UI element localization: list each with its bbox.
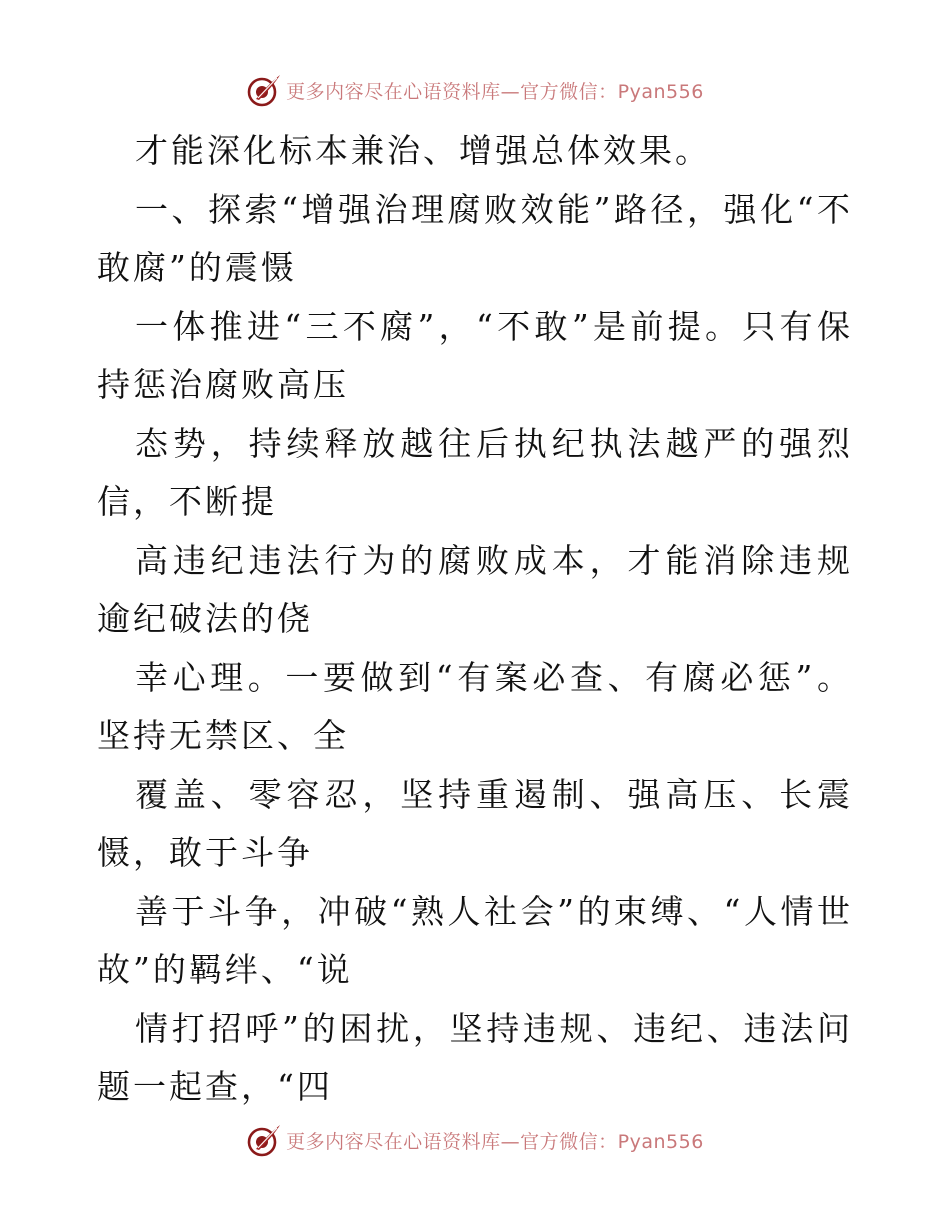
document-body: [97, 122, 853, 1117]
paragraph: 善于斗争，冲破“熟人社会”的束缚、“人情世故”的羁绊、“说: [97, 891, 853, 989]
paragraph: 一体推进“三不腐”，“不敢”是前提。只有保持惩治腐败高压: [97, 306, 853, 404]
paragraph: 情打招呼”的困扰，坚持违规、违纪、违法问题一起查，“四: [97, 1008, 853, 1106]
feather-logo-icon: [246, 72, 282, 108]
watermark-text: [286, 1127, 704, 1154]
footer-watermark: [0, 1120, 950, 1160]
watermark-text: [286, 77, 704, 104]
paragraph: 态势，持续释放越往后执纪执法越严的强烈信，不断提: [97, 423, 853, 521]
feather-logo-icon: [246, 1122, 282, 1158]
watermark-secondary: —官方微信：Pyan556: [500, 80, 704, 103]
paragraph: 高违纪违法行为的腐败成本，才能消除违规逾纪破法的侥: [97, 540, 853, 638]
paragraph: 幸心理。一要做到“有案必查、有腐必惩”。坚持无禁区、全: [97, 657, 853, 755]
paragraph: 覆盖、零容忍，坚持重遏制、强高压、长震慑，敢于斗争: [97, 774, 853, 872]
paragraph: 一、探索“增强治理腐败效能”路径，强化“不敢腐”的震慑: [97, 189, 853, 287]
header-watermark: [0, 70, 950, 110]
watermark-primary: 更多内容尽在心语资料库: [286, 1130, 501, 1153]
watermark-primary: 更多内容尽在心语资料库: [286, 80, 501, 103]
paragraph: 才能深化标本兼治、增强总体效果。: [135, 131, 711, 170]
watermark-secondary: —官方微信：Pyan556: [500, 1130, 704, 1153]
